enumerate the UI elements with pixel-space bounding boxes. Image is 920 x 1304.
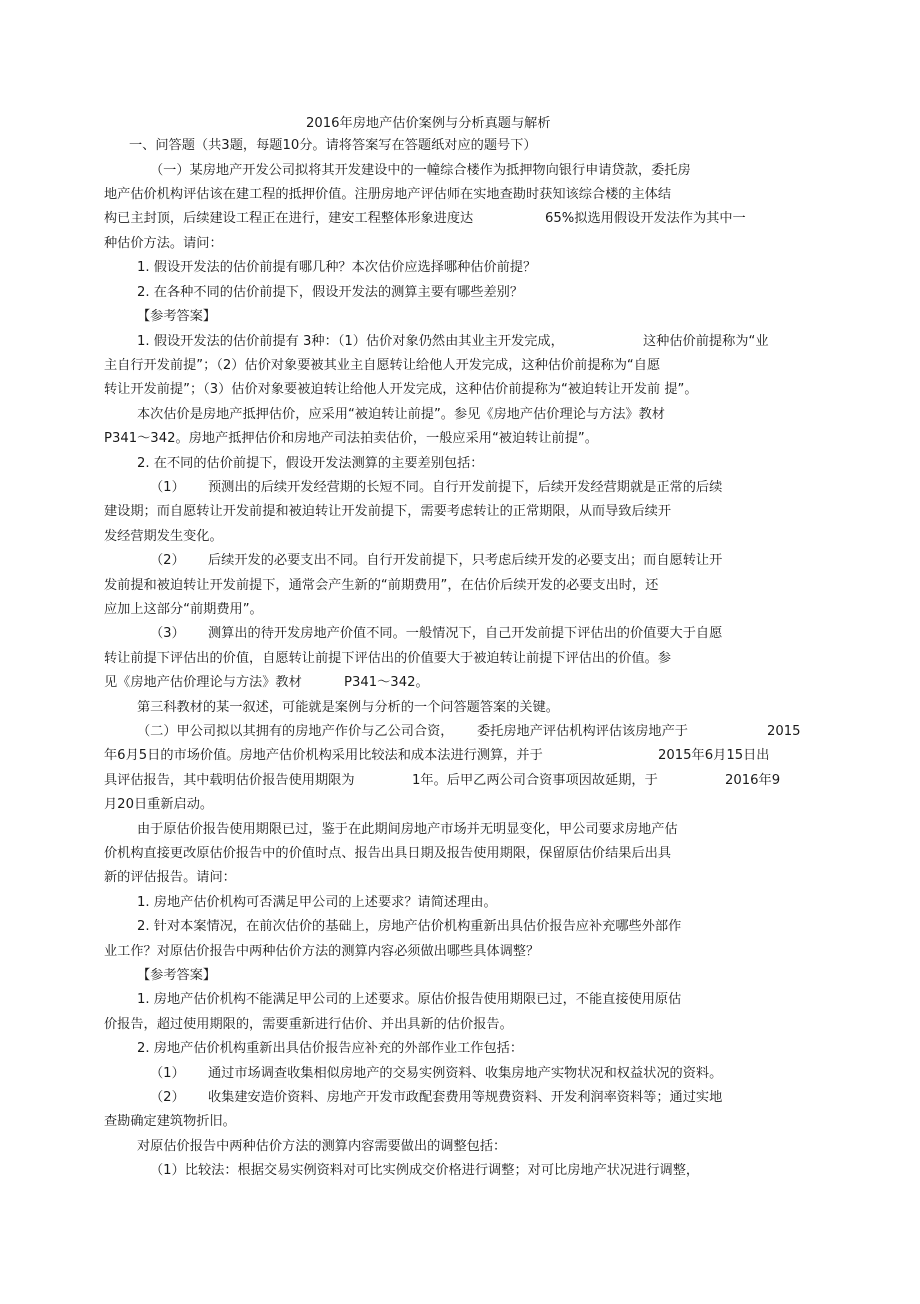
question-item: 1. 假设开发法的估价前提有哪几种？本次估价应选择哪种估价前提？ bbox=[137, 260, 537, 275]
text-line: 新的评估报告。请问： bbox=[104, 870, 236, 885]
text-line: 2. 房地产估价机构重新出具估价报告应补充的外部作业工作包括： bbox=[137, 1041, 524, 1056]
text-line: 由于原估价报告使用期限已过，鉴于在此期间房地产市场并无明显变化，甲公司要求房地产估 bbox=[137, 822, 678, 837]
text-line: 见《房地产估价理论与方法》教材 bbox=[104, 675, 302, 690]
text-line: 本次估价是房地产抵押估价，应采用“被迫转让前提”。参见《房地产估价理论与方法》教材 bbox=[137, 407, 665, 422]
answer-heading: 【参考答案】 bbox=[137, 309, 217, 324]
list-marker: （2） bbox=[150, 553, 185, 568]
text-line: P341～342。房地产抵押估价和房地产司法拍卖估价，一般应采用“被迫转让前提”。 bbox=[104, 431, 598, 446]
text-line: 业工作？对原估价报告中两种估价方法的测算内容必须做出哪些具体调整？ bbox=[104, 944, 540, 959]
text-line: 建设期；而自愿转让开发前提和被迫转让开发前提下，需要考虑转让的正常期限，从而导致后续开 bbox=[104, 504, 672, 519]
text-line: 2015年6月15日出 bbox=[658, 748, 770, 763]
text-line: 收集建安造价资料、房地产开发市政配套费用等规费资料、开发利润率资料等；通过实地 bbox=[208, 1090, 723, 1105]
text-line: 地产估价机构评估该在建工程的抵押价值。注册房地产评估师在实地查勘时获知该综合楼的主体结 bbox=[104, 187, 672, 202]
text-line: 65%拟选用假设开发法作为其中一 bbox=[545, 211, 746, 226]
text-line: 1. 房地产估价机构不能满足甲公司的上述要求。原估价报告使用期限已过，不能直接使用原估 bbox=[137, 992, 682, 1007]
text-line: 对原估价报告中两种估价方法的测算内容需要做出的调整包括： bbox=[137, 1139, 507, 1154]
text-line: 转让前提下评估出的价值，自愿转让前提下评估出的价值要大于被迫转让前提下评估出的价值。参 bbox=[104, 651, 672, 666]
question-item: 2. 在各种不同的估价前提下，假设开发法的测算主要有哪些差别？ bbox=[137, 285, 524, 300]
text-line: 具评估报告，其中载明估价报告使用期限为 bbox=[104, 773, 355, 788]
list-marker: （1） bbox=[150, 1066, 185, 1081]
text-line: 月20日重新启动。 bbox=[104, 797, 214, 812]
text-line: 委托房地产评估机构评估该房地产于 bbox=[477, 724, 688, 739]
text-line: （1）比较法：根据交易实例资料对可比实例成交价格进行调整；对可比房地产状况进行调整， bbox=[150, 1163, 700, 1178]
text-line: （一）某房地产开发公司拟将其开发建设中的一幢综合楼作为抵押物向银行申请贷款，委托房 bbox=[150, 163, 691, 178]
text-line: 1. 假设开发法的估价前提有 3种：（1）估价对象仍然由其业主开发完成， bbox=[137, 334, 564, 349]
text-line: 年6月5日的市场价值。房地产估价机构采用比较法和成本法进行测算，并于 bbox=[104, 748, 543, 763]
text-line: 应加上这部分“前期费用”。 bbox=[104, 602, 263, 617]
text-line: （二）甲公司拟以其拥有的房地产作价与乙公司合资， bbox=[137, 724, 454, 739]
answer-heading: 【参考答案】 bbox=[137, 968, 217, 983]
text-line: 1年。后甲乙两公司合资事项因故延期，于 bbox=[412, 773, 658, 788]
text-line: 构已主封顶，后续建设工程正在进行，建安工程整体形象进度达 bbox=[104, 211, 474, 226]
text-line: 2016年9 bbox=[725, 773, 781, 788]
list-marker: （3） bbox=[150, 626, 185, 641]
text-line: 一、问答题（共3题，每题10分。请将答案写在答题纸对应的题号下） bbox=[129, 138, 537, 153]
text-line: 发经营期发生变化。 bbox=[104, 529, 223, 544]
text-line: 2015 bbox=[767, 724, 801, 739]
text-line: 主自行开发前提”；（2）估价对象要被其业主自愿转让给他人开发完成，这种估价前提称为“自愿 bbox=[104, 358, 661, 373]
text-line: 第三科教材的某一叙述，可能就是案例与分析的一个问答题答案的关键。 bbox=[137, 700, 559, 715]
text-line: 种估价方法。请问： bbox=[104, 236, 223, 251]
text-line: 价机构直接更改原估价报告中的价值时点、报告出具日期及报告使用期限，保留原估价结果后出具 bbox=[104, 846, 672, 861]
text-line: P341～342。 bbox=[344, 675, 429, 690]
question-item: 1. 房地产估价机构可否满足甲公司的上述要求？请简述理由。 bbox=[137, 895, 497, 910]
question-item: 2. 针对本案情况，在前次估价的基础上，房地产估价机构重新出具估价报告应补充哪些外部作 bbox=[137, 919, 682, 934]
text-line: 价报告，超过使用期限的，需要重新进行估价、并出具新的估价报告。 bbox=[104, 1017, 513, 1032]
list-marker: （2） bbox=[150, 1090, 185, 1105]
text-line: 2. 在不同的估价前提下，假设开发法测算的主要差别包括： bbox=[137, 456, 484, 471]
text-line: 后续开发的必要支出不同。自行开发前提下，只考虑后续开发的必要支出；而自愿转让开 bbox=[208, 553, 723, 568]
text-line: 测算出的待开发房地产价值不同。一般情况下，自己开发前提下评估出的价值要大于自愿 bbox=[208, 626, 723, 641]
list-marker: （1） bbox=[150, 480, 185, 495]
text-line: 查勘确定建筑物折旧。 bbox=[104, 1114, 236, 1129]
text-line: 通过市场调查收集相似房地产的交易实例资料、收集房地产实物状况和权益状况的资料。 bbox=[208, 1066, 723, 1081]
text-line: 转让开发前提”；（3）估价对象要被迫转让给他人开发完成，这种估价前提称为“被迫转让开发前 提”。 bbox=[104, 382, 698, 397]
text-line: 这种估价前提称为“业 bbox=[643, 334, 769, 349]
page-title: 2016年房地产估价案例与分析真题与解析 bbox=[306, 116, 551, 131]
text-line: 预测出的后续开发经营期的长短不同。自行开发前提下，后续开发经营期就是正常的后续 bbox=[208, 480, 723, 495]
text-line: 发前提和被迫转让开发前提下，通常会产生新的“前期费用”，在估价后续开发的必要支出时，还 bbox=[104, 578, 659, 593]
